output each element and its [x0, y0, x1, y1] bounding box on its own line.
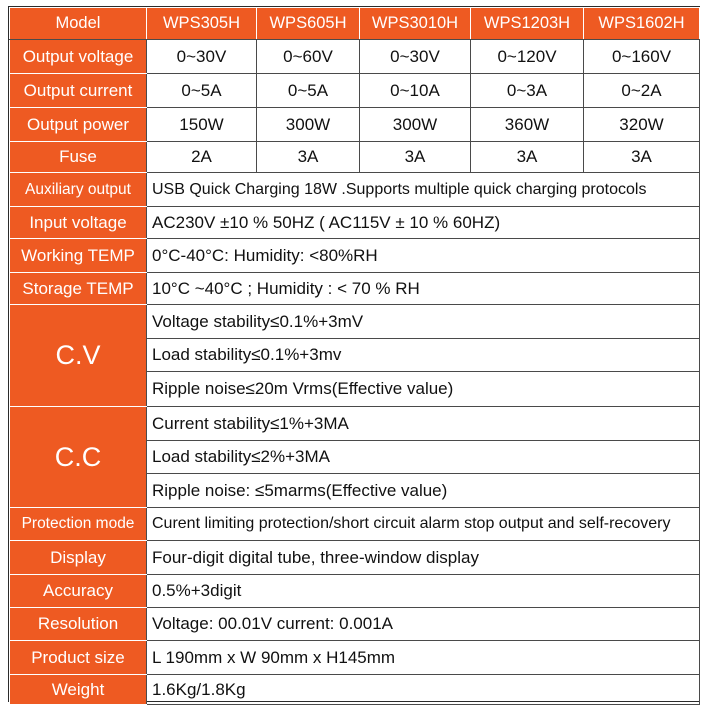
weight-label: Weight — [10, 675, 147, 705]
cv-line: Ripple noise≤20m Vrms(Effective value) — [147, 372, 700, 407]
table-cell: 0~120V — [471, 40, 584, 74]
display-label: Display — [10, 541, 147, 575]
accuracy-value: 0.5%+3digit — [147, 575, 700, 608]
table-cell: 360W — [471, 108, 584, 142]
input-voltage-row — [10, 207, 700, 239]
cc-line: Load stability≤2%+3MA — [147, 441, 700, 474]
product-size-label: Product size — [10, 641, 147, 675]
header-row — [10, 8, 700, 40]
table-cell: 0~60V — [257, 40, 360, 74]
resolution-label: Resolution — [10, 608, 147, 641]
table-cell: 3A — [584, 142, 700, 173]
row-label: Output current — [10, 74, 147, 108]
table-cell: 3A — [257, 142, 360, 173]
accuracy-row — [10, 575, 700, 608]
working-temp-label: Working TEMP — [10, 239, 147, 273]
model-col-4: WPS1203H — [471, 8, 584, 40]
model-col-1: WPS305H — [147, 8, 257, 40]
spec-table — [9, 7, 700, 705]
row-label: Output voltage — [10, 40, 147, 74]
cv-label: C.V — [10, 305, 147, 407]
display-row — [10, 541, 700, 575]
resolution-row — [10, 608, 700, 641]
table-cell: 300W — [360, 108, 471, 142]
table-cell: 0~5A — [257, 74, 360, 108]
working-temp-value: 0°C-40°C: Humidity: <80%RH — [147, 239, 700, 273]
protection-mode-value: Curent limiting protection/short circuit alarm stop output and self-recovery — [147, 508, 700, 541]
table-row — [10, 108, 700, 142]
cv-line: Load stability≤0.1%+3mv — [147, 339, 700, 372]
protection-mode-row — [10, 508, 700, 541]
model-header: Model — [10, 8, 147, 40]
product-size-row — [10, 641, 700, 675]
display-value: Four-digit digital tube, three-window display — [147, 541, 700, 575]
auxiliary-output-value: USB Quick Charging 18W .Supports multiple quick charging protocols — [147, 173, 700, 207]
cc-line: Ripple noise: ≤5marms(Effective value) — [147, 474, 700, 508]
spec-sheet — [8, 6, 700, 702]
resolution-value: Voltage: 00.01V current: 0.001A — [147, 608, 700, 641]
working-temp-row — [10, 239, 700, 273]
table-cell: 3A — [471, 142, 584, 173]
input-voltage-value: AC230V ±10 % 50HZ ( AC115V ± 10 % 60HZ) — [147, 207, 700, 239]
table-cell: 0~3A — [471, 74, 584, 108]
table-row — [10, 74, 700, 108]
cc-label: C.C — [10, 407, 147, 508]
table-row — [10, 142, 700, 173]
table-cell: 0~30V — [360, 40, 471, 74]
table-cell: 0~10A — [360, 74, 471, 108]
input-voltage-label: Input voltage — [10, 207, 147, 239]
protection-mode-label: Protection mode — [10, 508, 147, 541]
row-label: Output power — [10, 108, 147, 142]
table-cell: 320W — [584, 108, 700, 142]
storage-temp-value: 10°C ~40°C ; Humidity : < 70 % RH — [147, 273, 700, 305]
auxiliary-output-row — [10, 173, 700, 207]
table-cell: 0~5A — [147, 74, 257, 108]
model-col-3: WPS3010H — [360, 8, 471, 40]
model-col-5: WPS1602H — [584, 8, 700, 40]
table-cell: 3A — [360, 142, 471, 173]
row-label: Fuse — [10, 142, 147, 173]
auxiliary-output-label: Auxiliary output — [10, 173, 147, 207]
cc-row — [10, 407, 700, 441]
cv-row — [10, 305, 700, 339]
product-size-value: L 190mm x W 90mm x H145mm — [147, 641, 700, 675]
cc-line: Current stability≤1%+3MA — [147, 407, 700, 441]
table-cell: 150W — [147, 108, 257, 142]
table-cell: 300W — [257, 108, 360, 142]
model-col-2: WPS605H — [257, 8, 360, 40]
weight-value: 1.6Kg/1.8Kg — [147, 675, 700, 705]
table-cell: 0~30V — [147, 40, 257, 74]
table-cell: 0~2A — [584, 74, 700, 108]
accuracy-label: Accuracy — [10, 575, 147, 608]
table-cell: 2A — [147, 142, 257, 173]
table-row — [10, 40, 700, 74]
cv-line: Voltage stability≤0.1%+3mV — [147, 305, 700, 339]
table-cell: 0~160V — [584, 40, 700, 74]
weight-row — [10, 675, 700, 705]
storage-temp-label: Storage TEMP — [10, 273, 147, 305]
storage-temp-row — [10, 273, 700, 305]
